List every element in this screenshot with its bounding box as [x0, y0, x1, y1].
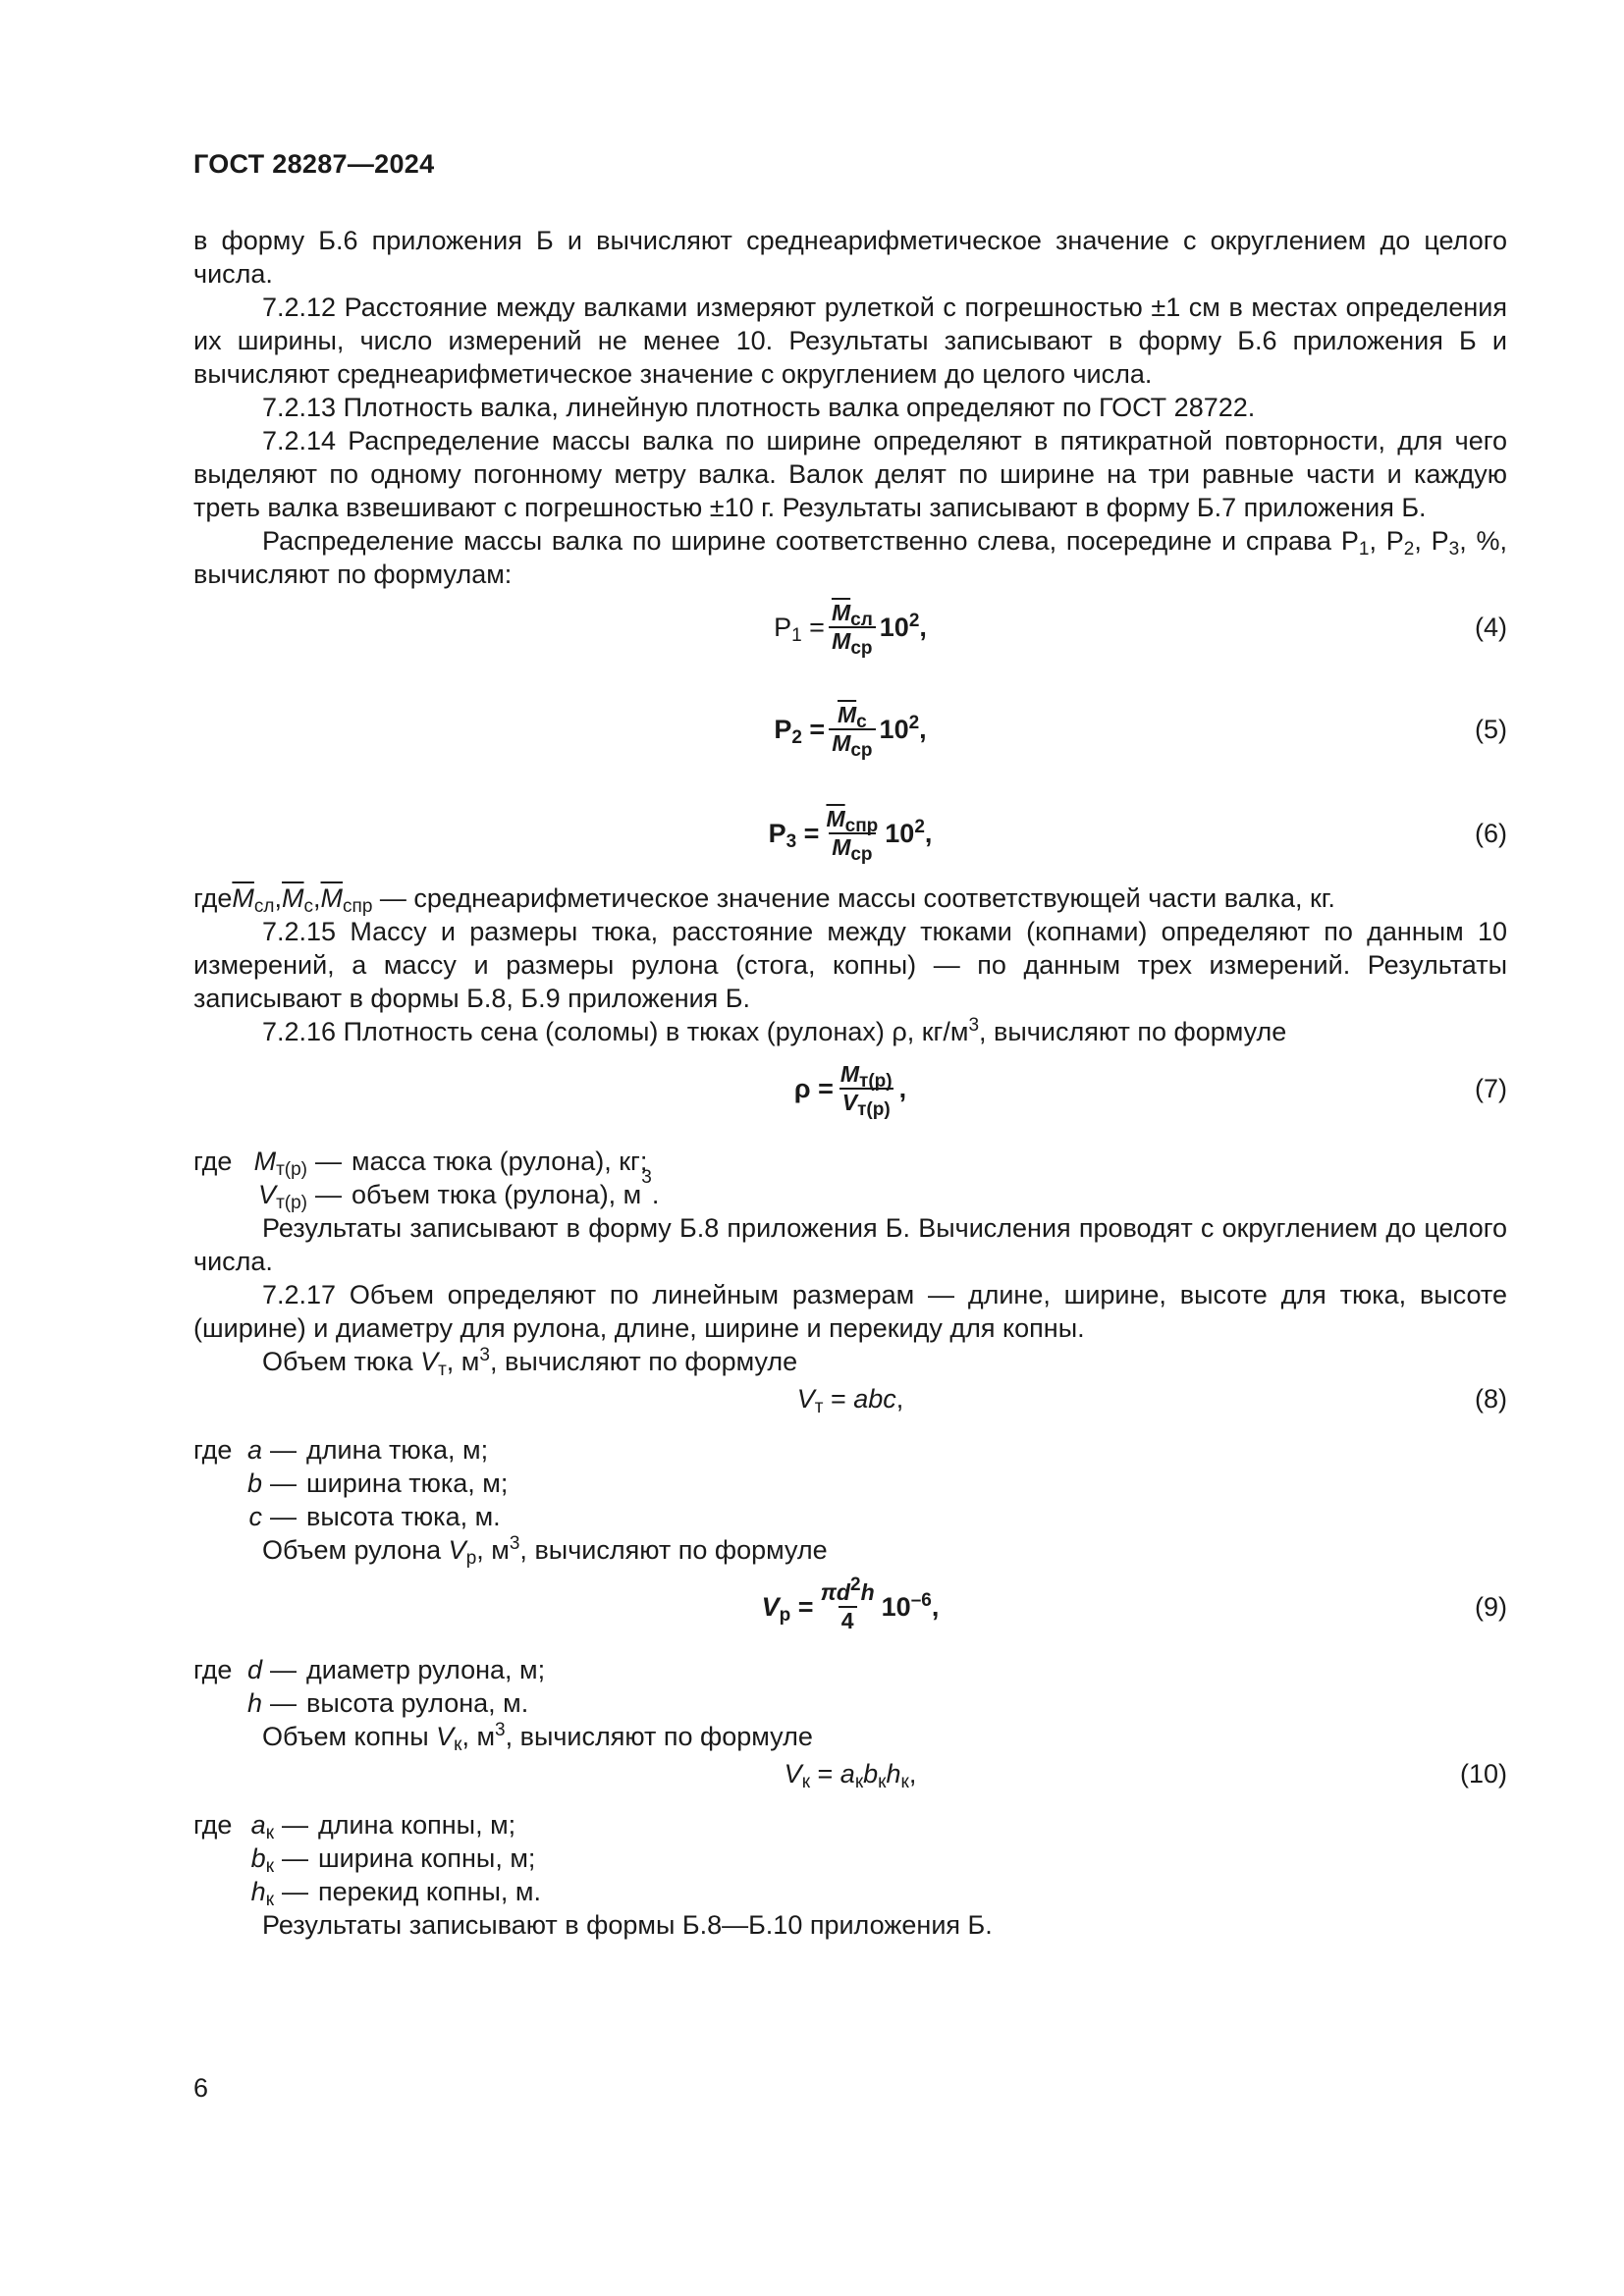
formula-10: $V_к = a_кb_кh_к$, (10) — [784, 1759, 1507, 1792]
formula-number-5: (5) — [1475, 715, 1507, 744]
formula-number-6: (6) — [1475, 819, 1507, 848]
legend-item: c — высота тюка, м. — [248, 1502, 501, 1531]
legend-item: h — высота рулона, м. — [246, 1688, 529, 1718]
distribution-text-tail: вычисляют по формулам: — [193, 560, 513, 589]
legend-7 — [193, 1145, 1507, 1211]
page-body — [193, 224, 1507, 1942]
legend-item: где $М_{т(р)}$ — масса тюка (рулона), кг; — [193, 1147, 648, 1180]
paragraph-distribution: Распределение массы валка по ширине соответственно слева, посередине и справа $Р_1$, $Р_2$, $Р_3$, %, вычисляют по формулам: — [193, 526, 1507, 589]
density-text: 7.2.16 Плотность сена (соломы) в тюках (рулонах) ρ, кг/м — [262, 1017, 969, 1046]
document-header: ГОСТ 28287—2024 — [193, 149, 435, 179]
paragraph-7-2-17: 7.2.17 Объем определяют по линейным размерам — длине, ширине, высоте для тюка, высоте (ширине) и диаметру для рулона, длине, ширине и перекиду для копны. — [193, 1280, 1507, 1343]
paragraph-7-2-13: 7.2.13 Плотность валка, линейную плотность валка определяют по ГОСТ 28722. — [262, 393, 1256, 422]
paragraph-results-2: Результаты записывают в формы Б.8—Б.10 приложения Б. — [262, 1910, 993, 1940]
legend-item: где $a_к$ — длина копны, м; — [193, 1810, 516, 1843]
formula-5: $Р_2$ = $\frac{М_с}{М_{ср}}$ $10^2$, (5) — [774, 702, 1507, 761]
paragraph-7-2-15: 7.2.15 Массу и размеры тюка, расстояние между тюками (копнами) определяют по данным 10 измерений, а массу и размеры рулона (стога, копны) — по данным трех измерений. Результаты записывают в формы Б.8, Б.9 приложения Б. — [193, 917, 1507, 1013]
legend-8 — [193, 1433, 1507, 1533]
density-text-tail: , вычисляют по формуле — [979, 1017, 1287, 1046]
distribution-text: Распределение массы валка по ширине соответственно слева, посередине и справа Р — [262, 526, 1359, 556]
paragraph-bale-volume: Объем тюка $V_т$, $м^3$, вычисляют по формуле — [262, 1345, 798, 1380]
legend-10 — [193, 1808, 1507, 1908]
formula-number-4: (4) — [1475, 613, 1507, 642]
legend-item: b — ширина тюка, м; — [246, 1468, 509, 1498]
formula-number-10: (10) — [1459, 1759, 1507, 1789]
where-mass-text: — среднеарифметическое значение массы соответствующей части валка, кг. — [379, 883, 1335, 913]
formula-number-9: (9) — [1475, 1592, 1507, 1622]
formula-4: $Р_1$ = $\frac{М_{сл}}{М_{ср}}$ $10^2$, (4) — [774, 600, 1507, 659]
paragraph-intro: в форму Б.6 приложения Б и вычисляют среднеарифметическое значение с округлением до целого числа. — [193, 226, 1507, 289]
legend-item: $V_{т(р)}$ — объем тюка (рулона), м 3 . — [258, 1167, 660, 1213]
formula-number-8: (8) — [1475, 1384, 1507, 1414]
paragraph-7-2-16: 7.2.16 Плотность сена (соломы) в тюках (рулонах) ρ, $кг/м^3$, вычисляют по формуле — [262, 1015, 1287, 1046]
paragraph-7-2-12: 7.2.12 Расстояние между валками измеряют рулеткой с погрешностью ±1 см в местах определения их ширины, число измерений не менее 10. Результаты записывают в форму Б.6 приложения Б и вычисляют среднеарифметическое значение с округлением до целого числа. — [193, 293, 1507, 389]
paragraph-roll-volume: Объем рулона $V_р$, $м^3$, вычисляют по формуле — [262, 1533, 828, 1569]
formula-9: $V_р$ = $\frac{\pi d^2h}{4}$ $10^{-6}$, (9) — [761, 1575, 1507, 1633]
formula-number-7: (7) — [1475, 1074, 1507, 1103]
paragraph-7-2-14: 7.2.14 Распределение массы валка по ширине определяют в пятикратной повторности, для чего выделяют по одному погонному метру валка. Валок делят по ширине на три равные части и каждую треть валка взвешивают с погрешностью ±10 г. Результаты записывают в форму Б.7 приложения Б. — [193, 426, 1507, 522]
formula-7: ρ = $\frac{М_{т(р)}}{V_{т(р)}}$ , (7) — [793, 1061, 1507, 1120]
page-number: 6 — [193, 2073, 209, 2103]
paragraph-results-1: Результаты записывают в форму Б.8 приложения Б. Вычисления проводят с округлением до целого числа. — [193, 1213, 1507, 1276]
legend-9 — [193, 1653, 1507, 1720]
where-mass-parts: $гдеМ_{сл},М_с,М_{спр}$ — среднеарифметическое значение массы соответствующей части валка, кг. — [193, 883, 1335, 917]
formula-8: $V_т$ = abc, (8) — [796, 1384, 1507, 1417]
paragraph-stack-volume: Объем копны $V_к$, $м^3$, вычисляют по формуле — [262, 1720, 813, 1755]
legend-item: где d — диаметр рулона, м; — [193, 1655, 546, 1684]
formula-6: $Р_3$ = $\frac{М_{спр}}{М_{ср}}$ $10^2$, (6) — [768, 806, 1507, 865]
legend-item: где a — длина тюка, м; — [193, 1435, 489, 1465]
legend-item: $h_к$ — перекид копны, м. — [250, 1877, 541, 1910]
legend-item: $b_к$ — ширина копны, м; — [250, 1843, 536, 1877]
